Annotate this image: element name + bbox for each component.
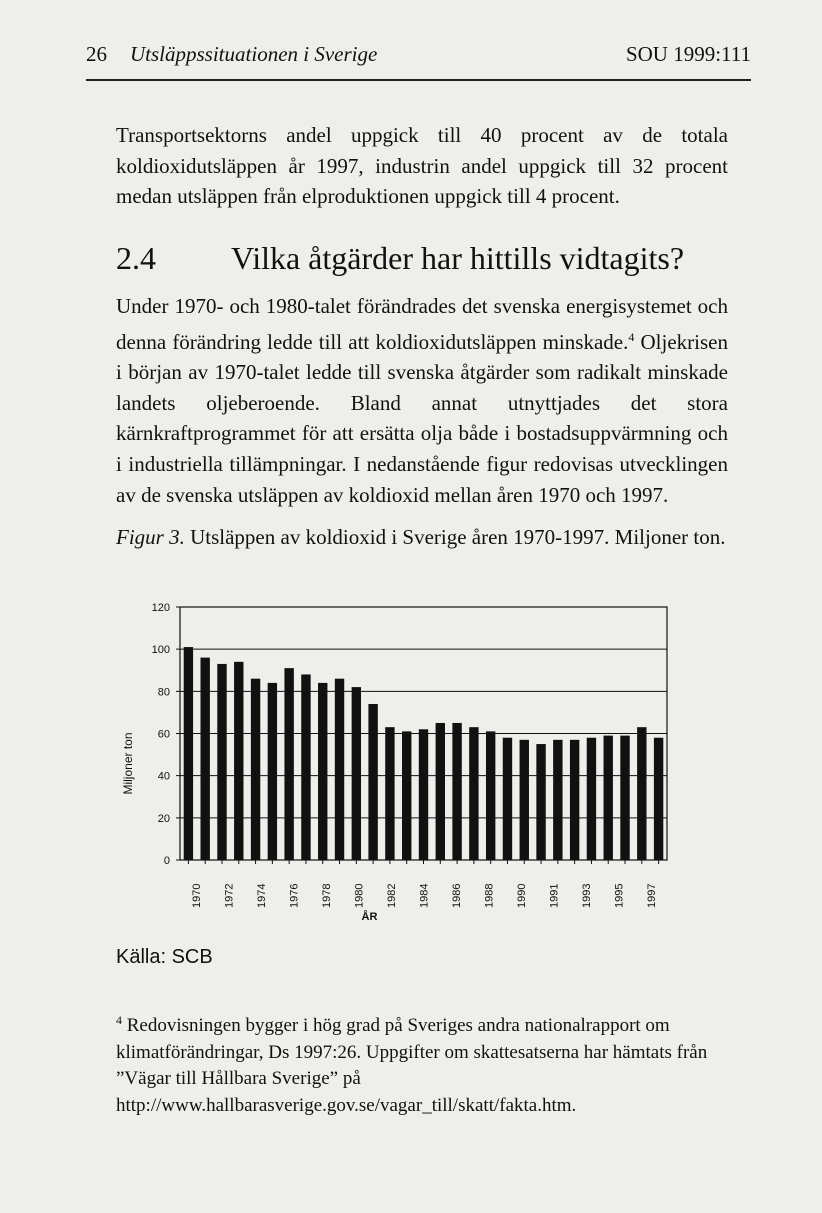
bar xyxy=(402,731,411,860)
x-tick-label: 1993 xyxy=(580,883,593,908)
y-tick-label: 60 xyxy=(157,728,170,741)
x-tick-label: 1997 xyxy=(645,883,658,908)
figure-caption xyxy=(116,522,728,553)
section-heading: Vilka åtgärder har hittills vidtagits? xyxy=(231,240,685,276)
bar xyxy=(419,729,428,860)
footnote-text: Redovisningen bygger i hög grad på Sveriges andra nationalrapport om klimatförändringar, Ds 1997:26. Uppgifter om skattesatserna har hämtats från ”Vägar till Hållbara Sverige” på xyxy=(116,1015,708,1089)
x-tick-label: 1980 xyxy=(353,883,366,908)
bar xyxy=(553,740,562,860)
x-tick-label: 1984 xyxy=(418,883,431,908)
running-title: Utsläppssituationen i Sverige xyxy=(130,42,378,66)
bar xyxy=(637,727,646,860)
bar xyxy=(536,744,545,860)
footnote xyxy=(116,1007,728,1119)
x-tick-label: 1982 xyxy=(386,883,399,908)
page-header xyxy=(86,42,751,76)
bar xyxy=(318,683,327,860)
bar xyxy=(469,727,478,860)
x-tick-label: 1986 xyxy=(450,883,463,908)
x-axis-label: ÅR xyxy=(361,911,378,923)
x-tick-label: 1990 xyxy=(515,883,528,908)
bar xyxy=(486,731,495,860)
bar xyxy=(604,736,613,860)
y-axis-label: Miljoner ton xyxy=(121,732,135,795)
co2-emissions-bar-chart xyxy=(118,590,688,935)
footnote-number: 4 xyxy=(116,1013,122,1027)
figure-caption-text: Utsläppen av koldioxid i Sverige åren 1970-1997. Miljoner ton. xyxy=(184,525,726,549)
x-tick-label: 1995 xyxy=(613,883,626,908)
figure-label: Figur 3. xyxy=(116,525,185,549)
series-reference: SOU 1999:111 xyxy=(625,42,751,66)
bar xyxy=(570,740,579,860)
bar xyxy=(284,668,293,860)
y-tick-label: 120 xyxy=(151,602,170,614)
bar xyxy=(587,738,596,860)
x-tick-label: 1978 xyxy=(321,883,334,908)
bar xyxy=(268,683,277,860)
bar xyxy=(385,727,394,860)
bar xyxy=(301,674,310,860)
y-tick-label: 0 xyxy=(163,855,170,867)
y-tick-label: 40 xyxy=(157,770,170,783)
bar xyxy=(184,647,193,860)
bar xyxy=(352,687,361,860)
footnote-reference: 4 xyxy=(628,329,635,344)
bar xyxy=(251,679,260,860)
bar xyxy=(200,658,209,860)
paragraph-measures-part2: Oljekrisen i början av 1970-talet ledde till svenska åtgärder som radikalt minskade landets oljeberoende. Bland annat utnyttjades det stora kärnkraftprogrammet för att ersätta olja både i bostadsuppvärmning och i industriella tillämpningar. I nedanstående figur redovisas utvecklingen av de svenska utsläppen av koldioxid mellan åren 1970 och 1997. xyxy=(116,329,728,507)
bar xyxy=(234,662,243,860)
bar xyxy=(620,736,629,860)
bar xyxy=(368,704,377,860)
bar xyxy=(217,664,226,860)
y-tick-label: 80 xyxy=(157,686,170,699)
bar xyxy=(452,723,461,860)
x-tick-label: 1988 xyxy=(483,883,496,908)
x-tick-label: 1970 xyxy=(191,883,204,908)
paragraph-measures xyxy=(116,291,728,510)
page-number: 26 xyxy=(86,42,107,66)
bar xyxy=(335,679,344,860)
chart-source: Källa: SCB xyxy=(116,946,213,968)
x-tick-label: 1991 xyxy=(548,883,561,908)
bar xyxy=(436,723,445,860)
paragraph-transport: Transportsektorns andel uppgick till 40 procent av de totala koldioxidutsläppen år 1997, industrin andel uppgick till 32 procent medan utsläppen från elproduktionen uppgick till 4 procent. xyxy=(116,123,728,209)
y-tick-label: 20 xyxy=(157,812,170,825)
footnote-url: http://www.hallbarasverige.gov.se/vagar_till/skatt/fakta.htm. xyxy=(116,1094,577,1116)
bar xyxy=(503,738,512,860)
x-tick-label: 1976 xyxy=(288,883,301,908)
y-tick-label: 100 xyxy=(151,644,170,657)
header-rule xyxy=(86,79,751,81)
x-tick-label: 1974 xyxy=(256,883,269,908)
bar xyxy=(520,740,529,860)
section-number: 2.4 xyxy=(116,240,156,276)
x-tick-label: 1972 xyxy=(223,883,236,908)
bar xyxy=(654,738,663,860)
paragraph-measures-part1: Under 1970- och 1980-talet förändrades det svenska energisystemet och denna förändring ledde till att koldioxidutsläppen minskade. xyxy=(116,294,728,354)
